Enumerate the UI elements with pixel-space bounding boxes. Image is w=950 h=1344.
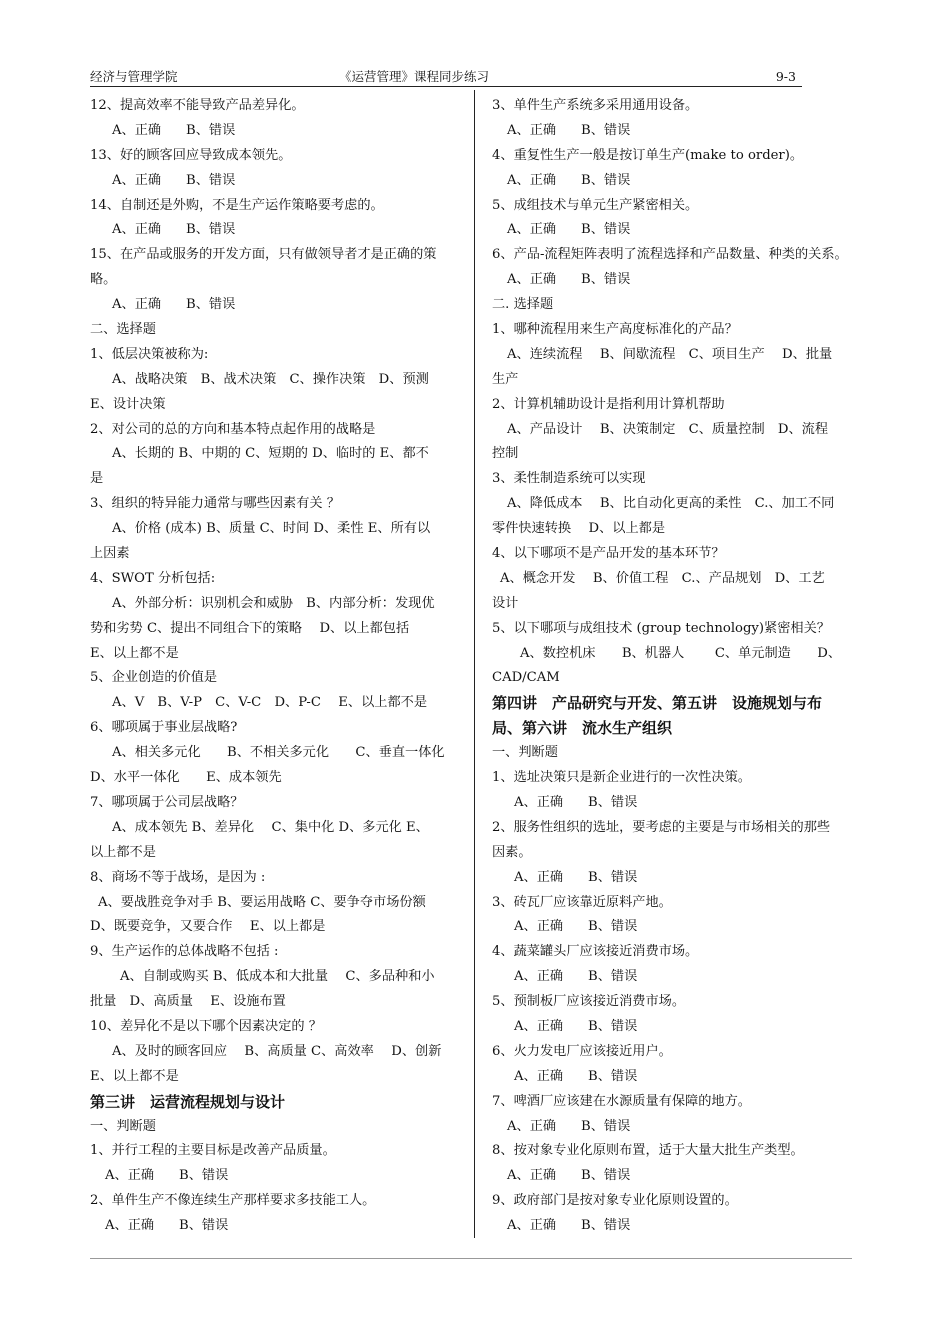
question: 5、以下哪项与成组技术 (group technology)紧密相关？ <box>492 620 830 636</box>
choice-options: A、概念开发 B、价值工程 C.、产品规划 D、工艺 <box>500 570 825 586</box>
question: 9、政府部门是按对象专业化原则设置的。 <box>492 1193 738 1209</box>
choice-options: A、相关多元化 B、不相关多元化 C、垂直一体化 <box>112 745 445 761</box>
question: 2、单件生产不像连续生产那样要求多技能工人。 <box>90 1193 376 1209</box>
choice-options: A、及时的顾客回应 B、高质量 C、高效率 D、创新 <box>112 1043 442 1059</box>
answer-options: A、正确 B、错误 <box>105 1168 229 1184</box>
answer-options: A、正确 B、错误 <box>507 222 631 238</box>
answer-options: A、正确 B、错误 <box>507 1168 631 1184</box>
header-school: 经济与管理学院 <box>90 69 178 84</box>
question: 3、单件生产系统多采用通用设备。 <box>492 98 699 113</box>
question: 3、柔性制造系统可以实现 <box>492 471 646 487</box>
choice-options: A、V B、V-P C、V-C D、P-C E、以上都不是 <box>112 695 428 711</box>
question: 4、重复性生产一般是按订单生产(make to order)。 <box>492 147 804 163</box>
choice-options-continued: 批量 D、高质量 E、设施布置 <box>90 994 286 1010</box>
choice-options: A、产品设计 B、决策制定 C、质量控制 D、流程 <box>507 421 829 437</box>
page-header <box>90 68 802 87</box>
question: 6、哪项属于事业层战略? <box>90 720 238 736</box>
choice-options-continued: 势和劣势 C、提出不同组合下的策略 D、以上都包括 <box>90 620 410 636</box>
choice-options-continued: D、水平一体化 E、成本领先 <box>90 770 282 786</box>
choice-options-continued: 以上都不是 <box>90 844 156 860</box>
question: 4、蔬菜罐头厂应该接近消费市场。 <box>492 944 699 960</box>
question: 5、预制板厂应该接近消费市场。 <box>492 994 686 1010</box>
column-divider <box>474 90 475 1238</box>
choice-options-continued: 零件快速转换 D、以上都是 <box>492 521 666 537</box>
choice-options: A、自制或购买 B、低成本和大批量 C、多品种和小 <box>120 969 435 985</box>
question: 10、差异化不是以下哪个因素决定的 ？ <box>90 1018 322 1034</box>
question: 15、在产品或服务的开发方面，只有做领导者才是正确的策 <box>90 247 437 263</box>
choice-options: A、战略决策 B、战术决策 C、操作决策 D、预测 <box>112 371 429 387</box>
question-continued: 略。 <box>90 272 117 288</box>
question: 9、生产运作的总体战略不包括 : <box>90 944 279 960</box>
choice-options: A、连续流程 B、间歇流程 C、项目生产 D、批量 <box>507 346 833 362</box>
choice-options: A、成本领先 B、差异化 C、集中化 D、多元化 E、 <box>112 819 429 835</box>
answer-options: A、正确 B、错误 <box>112 297 236 313</box>
answer-options: A、正确 B、错误 <box>112 222 236 238</box>
question: 2、计算机辅助设计是指利用计算机帮助 <box>492 396 725 412</box>
section-heading: 二. 选择题 <box>492 297 554 313</box>
question: 13、好的顾客回应导致成本领先。 <box>90 147 292 163</box>
header-page-number: 9-3 <box>775 69 796 84</box>
question: 12、提高效率不能导致产品差异化。 <box>90 98 305 113</box>
choice-options: A、价格 (成本) B、质量 C、时间 D、柔性 E、所有以 <box>112 521 431 537</box>
question: 8、商场不等于战场，是因为 : <box>90 869 266 885</box>
header-course-title: 《运营管理》课程同步练习 <box>339 69 490 84</box>
lecture-title: 第三讲 运营流程规划与设计 <box>90 1092 286 1111</box>
question: 5、成组技术与单元生产紧密相关。 <box>492 197 699 213</box>
choice-options-continued: D、既要竞争，又要合作 E、以上都是 <box>90 919 326 935</box>
footer-rule <box>90 1258 852 1259</box>
section-heading: 二、选择题 <box>90 322 156 338</box>
choice-options: A、外部分析：识别机会和威胁 B、内部分析：发现优 <box>112 595 435 611</box>
choice-options-continued: 上因素 <box>90 546 130 562</box>
question: 1、选址决策只是新企业进行的一次性决策。 <box>492 770 751 786</box>
question: 3、组织的特异能力通常与哪些因素有关 ？ <box>90 496 340 512</box>
question: 1、并行工程的主要目标是改善产品质量。 <box>90 1143 336 1159</box>
lecture-title-continued: 局、第六讲 流水生产组织 <box>492 719 673 738</box>
question: 8、按对象专业化原则布置，适于大量大批生产类型。 <box>492 1143 804 1159</box>
choice-options-continued: 是 <box>90 471 104 487</box>
answer-options: A、正确 B、错误 <box>514 869 638 885</box>
question: 2、对公司的总的方向和基本特点起作用的战略是 <box>90 421 376 437</box>
question: 1、低层决策被称为: <box>90 346 209 362</box>
choice-options-continued: E、以上都不是 <box>90 645 179 661</box>
question: 2、服务性组织的选址，要考虑的主要是与市场相关的那些 <box>492 819 831 835</box>
choice-options-continued: 设计 <box>492 595 519 611</box>
choice-options: A、降低成本 B、比自动化更高的柔性 C.、加工不同 <box>507 496 835 512</box>
answer-options: A、正确 B、错误 <box>507 1218 631 1234</box>
section-heading: 一、判断题 <box>492 745 558 761</box>
question-continued: 因素。 <box>492 844 532 860</box>
choice-options: A、数控机床 B、机器人 C、单元制造 D、 <box>520 645 842 661</box>
answer-options: A、正确 B、错误 <box>105 1218 229 1234</box>
choice-options: A、长期的 B、中期的 C、短期的 D、临时的 E、都不 <box>112 446 429 462</box>
question: 5、企业创造的价值是 <box>90 670 218 686</box>
section-heading: 一、判断题 <box>90 1118 156 1134</box>
answer-options: A、正确 B、错误 <box>514 1068 638 1084</box>
right-column <box>492 94 866 1239</box>
choice-options: A、要战胜竞争对手 B、要运用战略 C、要争夺市场份额 <box>98 894 426 910</box>
left-column <box>90 94 462 1239</box>
answer-options: A、正确 B、错误 <box>514 1018 638 1034</box>
answer-options: A、正确 B、错误 <box>507 172 631 188</box>
choice-options-continued: E、设计决策 <box>90 396 166 412</box>
question: 6、火力发电厂应该接近用户。 <box>492 1043 672 1059</box>
choice-options-continued: E、以上都不是 <box>90 1068 179 1084</box>
answer-options: A、正确 B、错误 <box>507 1118 631 1134</box>
answer-options: A、正确 B、错误 <box>514 794 638 810</box>
question: 1、哪种流程用来生产高度标准化的产品？ <box>492 322 738 338</box>
lecture-title: 第四讲 产品研究与开发、第五讲 设施规划与布 <box>492 694 823 713</box>
question: 7、啤酒厂应该建在水源质量有保障的地方。 <box>492 1093 751 1109</box>
choice-options-continued: CAD/CAM <box>492 670 560 686</box>
question: 6、产品-流程矩阵表明了流程选择和产品数量、种类的关系。 <box>492 247 848 263</box>
answer-options: A、正确 B、错误 <box>507 122 631 138</box>
answer-options: A、正确 B、错误 <box>112 122 236 138</box>
question: 4、SWOT 分析包括: <box>90 570 216 586</box>
question: 3、砖瓦厂应该靠近原料产地。 <box>492 894 672 910</box>
question: 4、以下哪项不是产品开发的基本环节？ <box>492 546 725 562</box>
choice-options-continued: 生产 <box>492 371 519 387</box>
question: 7、哪项属于公司层战略？ <box>90 794 244 810</box>
answer-options: A、正确 B、错误 <box>507 272 631 288</box>
answer-options: A、正确 B、错误 <box>514 919 638 935</box>
choice-options-continued: 控制 <box>492 446 519 462</box>
answer-options: A、正确 B、错误 <box>112 172 236 188</box>
question: 14、自制还是外购，不是生产运作策略要考虑的。 <box>90 197 384 213</box>
answer-options: A、正确 B、错误 <box>514 969 638 985</box>
